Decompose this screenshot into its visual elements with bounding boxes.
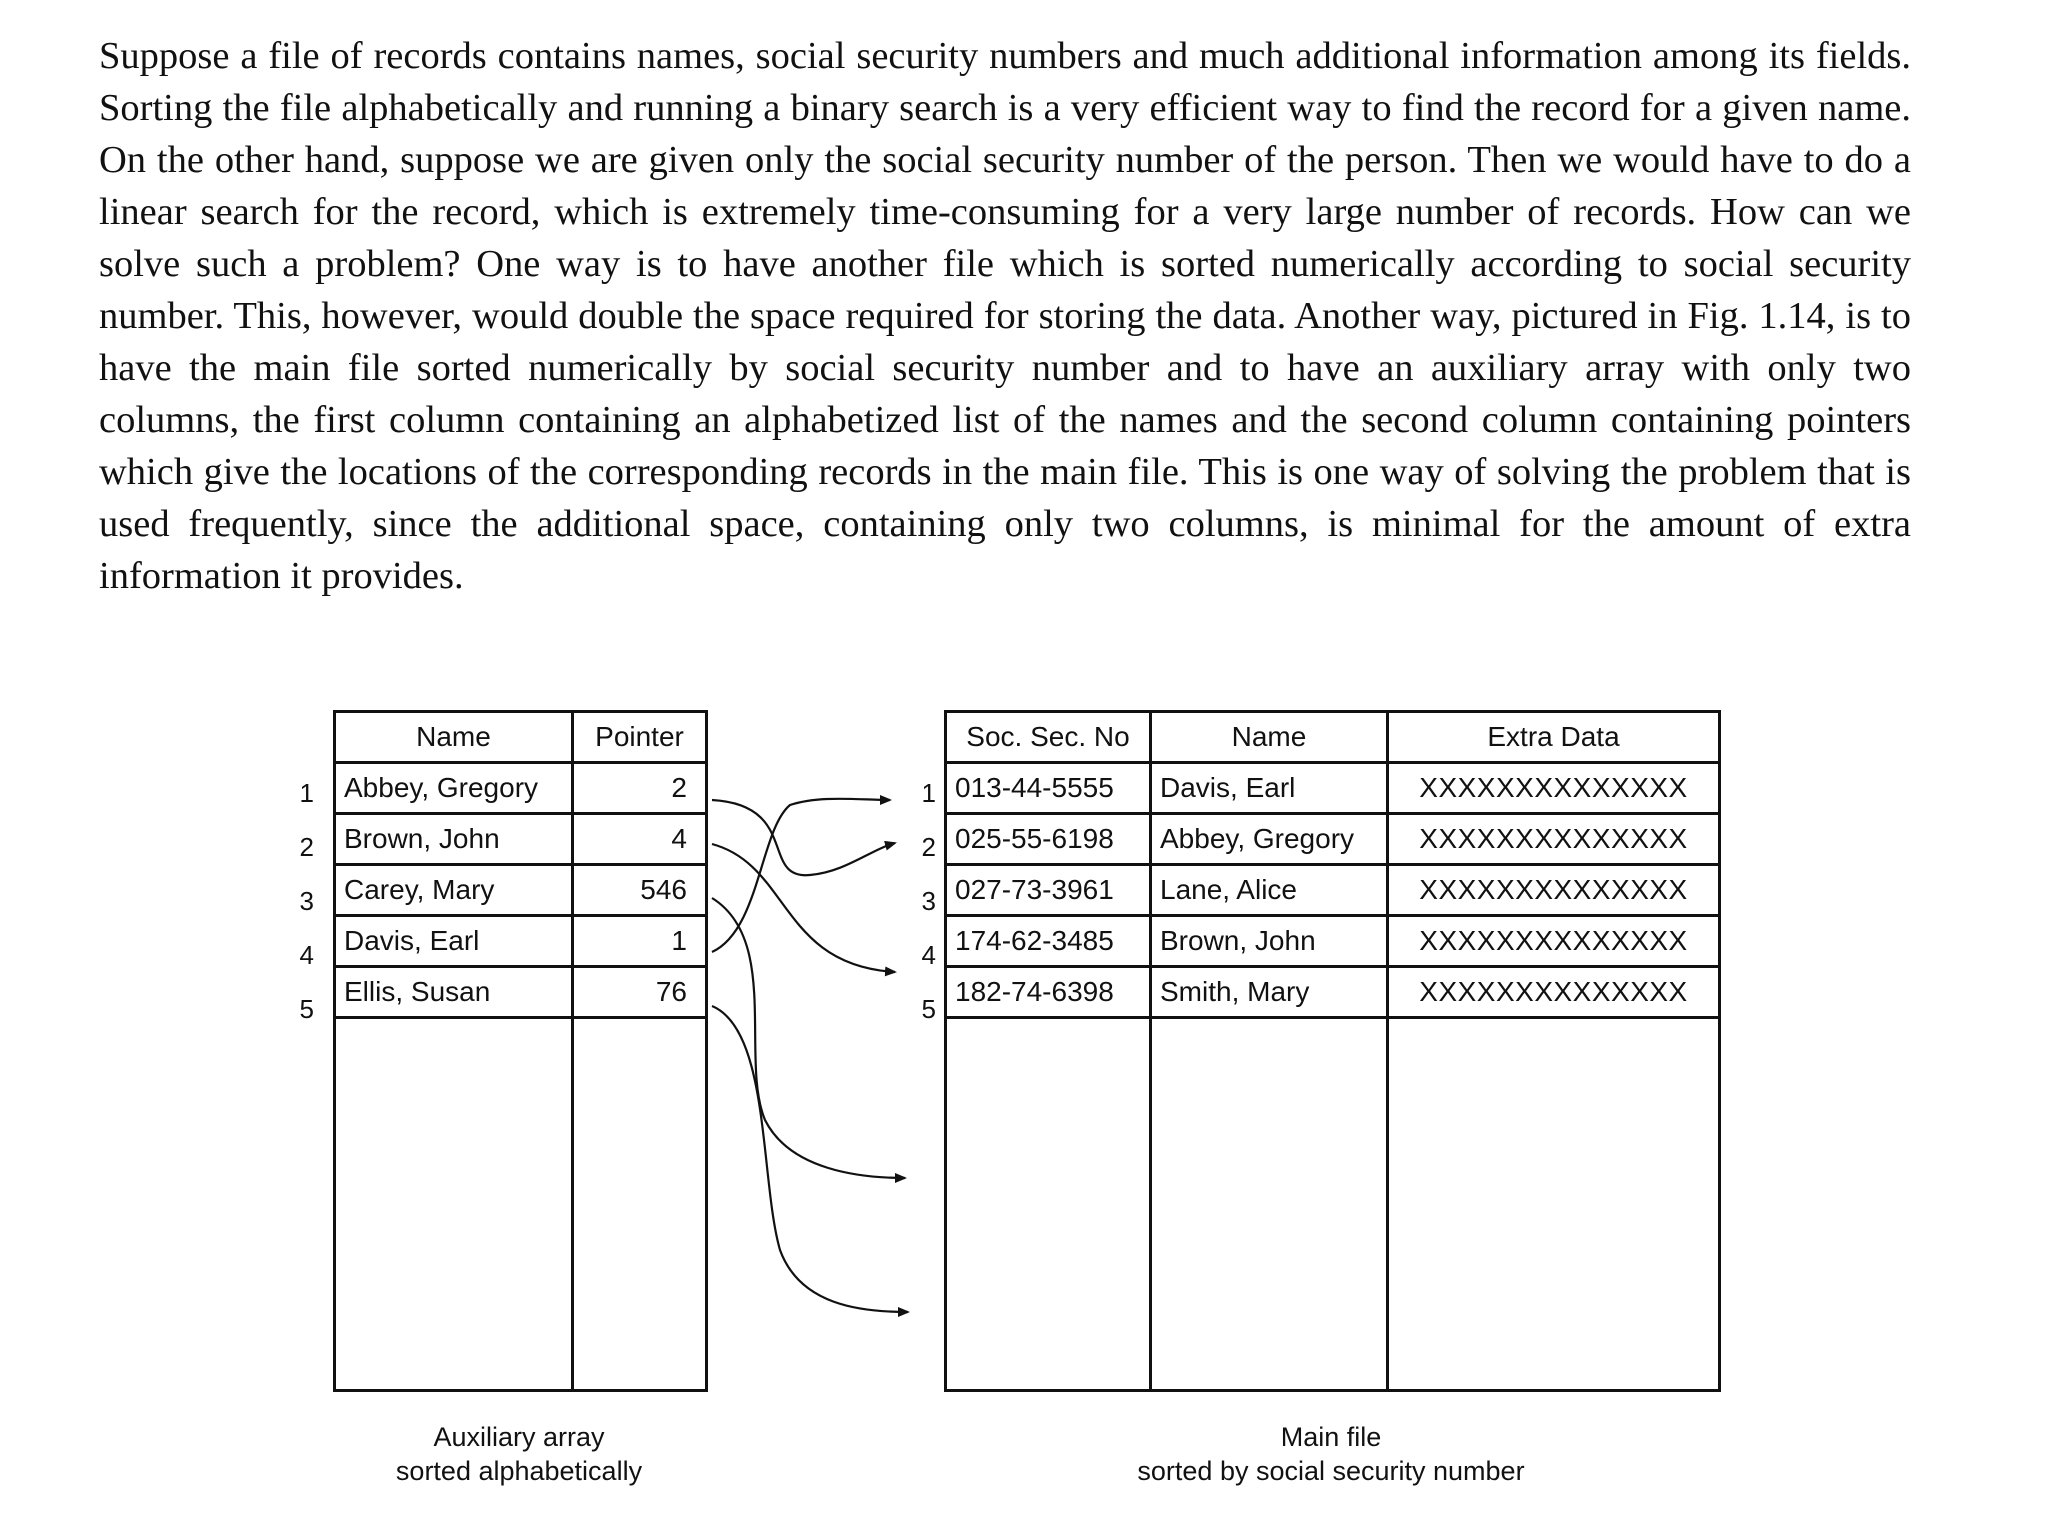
- main-ssn-cell: 182-74-6398: [946, 967, 1151, 1018]
- aux-name-cell: Ellis, Susan: [335, 967, 573, 1018]
- body-paragraph: Suppose a file of records contains names, social security numbers and much additional information among its fields. Sorting the file alphabetically and running a binary search is a very efficient way to find the record for a given name. On the other hand, suppose we are given only the social security number of the person. Then we would have to do a linear search for the record, which is extremely time-consuming for a very large number of records. How can we solve such a problem? One way is to have another file which is sorted numerically according to social security number. This, however, would double the space required for storing the data. Another way, pictured in Fig. 1.14, is to have the main file sorted numerically by social security number and to have an auxiliary array with only two columns, the first column containing an alphabetized list of the names and the second column containing pointers which give the locations of the corresponding records in the main file. This is one way of solving the problem that is used frequently, since the additional space, containing only two columns, is minimal for the amount of extra information it provides.: [99, 35, 1911, 597]
- aux-row-number: 1: [299, 778, 314, 808]
- main-empty-cell: [946, 1018, 1151, 1391]
- main-row: [946, 967, 1720, 1018]
- main-name-cell: Davis, Earl: [1151, 763, 1388, 814]
- main-row-number: 4: [921, 940, 936, 970]
- main-row: [946, 814, 1720, 865]
- main-name-cell: Abbey, Gregory: [1151, 814, 1388, 865]
- auxiliary-array-table: [333, 710, 708, 1392]
- main-header-ssn: Soc. Sec. No: [946, 712, 1151, 763]
- main-extra-cell: XXXXXXXXXXXXXX: [1388, 865, 1720, 916]
- aux-name-cell: Davis, Earl: [335, 916, 573, 967]
- main-row-number: 5: [921, 994, 936, 1024]
- aux-name-cell: Abbey, Gregory: [335, 763, 573, 814]
- main-empty-area: [946, 1018, 1720, 1391]
- aux-row-number: 3: [299, 886, 314, 916]
- main-name-cell: Lane, Alice: [1151, 865, 1388, 916]
- aux-row-number: 5: [299, 994, 314, 1024]
- pointer-arrow: [712, 799, 890, 952]
- main-name-cell: Brown, John: [1151, 916, 1388, 967]
- main-row: [946, 865, 1720, 916]
- main-row: [946, 763, 1720, 814]
- aux-empty-cell: [573, 1018, 707, 1391]
- pointer-arrow: [712, 800, 895, 875]
- aux-pointer-cell: 546: [573, 865, 707, 916]
- aux-caption-line1: Auxiliary array: [433, 1422, 605, 1452]
- main-caption-line2: sorted by social security number: [1137, 1456, 1525, 1486]
- main-header-extra: Extra Data: [1388, 712, 1720, 763]
- pointer-arrow: [712, 844, 895, 972]
- aux-name-cell: Carey, Mary: [335, 865, 573, 916]
- aux-header-name: Name: [335, 712, 573, 763]
- aux-row-number: 2: [299, 832, 314, 862]
- main-row: [946, 916, 1720, 967]
- aux-pointer-cell: 76: [573, 967, 707, 1018]
- main-empty-cell: [1388, 1018, 1720, 1391]
- main-header-row: [946, 712, 1720, 763]
- main-caption: [944, 1420, 1718, 1488]
- aux-row: [335, 814, 707, 865]
- main-header-name: Name: [1151, 712, 1388, 763]
- aux-header-row: [335, 712, 707, 763]
- main-extra-cell: XXXXXXXXXXXXXX: [1388, 814, 1720, 865]
- pointer-arrow: [712, 1006, 908, 1312]
- aux-empty-area: [335, 1018, 707, 1391]
- aux-name-cell: Brown, John: [335, 814, 573, 865]
- main-row-number: 3: [921, 886, 936, 916]
- main-extra-cell: XXXXXXXXXXXXXX: [1388, 967, 1720, 1018]
- main-ssn-cell: 025-55-6198: [946, 814, 1151, 865]
- aux-pointer-cell: 4: [573, 814, 707, 865]
- aux-pointer-cell: 2: [573, 763, 707, 814]
- aux-caption: [333, 1420, 705, 1488]
- main-extra-cell: XXXXXXXXXXXXXX: [1388, 763, 1720, 814]
- aux-header-pointer: Pointer: [573, 712, 707, 763]
- aux-row: [335, 763, 707, 814]
- main-ssn-cell: 013-44-5555: [946, 763, 1151, 814]
- main-name-cell: Smith, Mary: [1151, 967, 1388, 1018]
- main-ssn-cell: 174-62-3485: [946, 916, 1151, 967]
- main-file-table: [944, 710, 1721, 1392]
- aux-row: [335, 865, 707, 916]
- aux-empty-cell: [335, 1018, 573, 1391]
- aux-row-number: 4: [299, 940, 314, 970]
- pointer-arrow: [712, 898, 905, 1178]
- main-ssn-cell: 027-73-3961: [946, 865, 1151, 916]
- aux-caption-line2: sorted alphabetically: [395, 1456, 643, 1486]
- main-caption-line1: Main file: [1280, 1422, 1382, 1452]
- main-row-number: 2: [921, 832, 936, 862]
- aux-row: [335, 916, 707, 967]
- main-empty-cell: [1151, 1018, 1388, 1391]
- aux-row: [335, 967, 707, 1018]
- main-extra-cell: XXXXXXXXXXXXXX: [1388, 916, 1720, 967]
- main-row-number: 1: [921, 778, 936, 808]
- aux-pointer-cell: 1: [573, 916, 707, 967]
